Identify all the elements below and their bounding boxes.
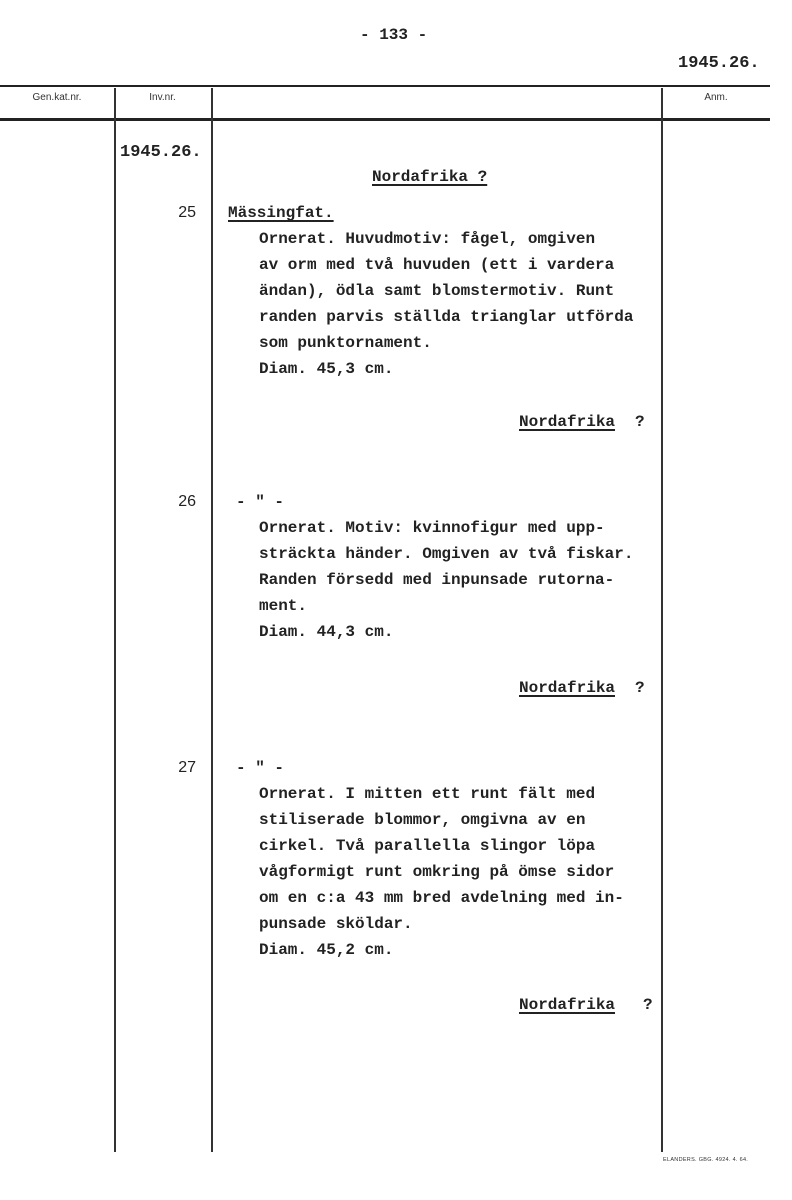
- entry-origin-mark: ?: [635, 413, 645, 431]
- page-number: - 133 -: [360, 26, 428, 44]
- entry-text-line: Ornerat. I mitten ett runt fält med: [259, 785, 596, 803]
- entry-text-line: Ornerat. Huvudmotiv: fågel, omgiven: [259, 230, 596, 248]
- entry-number: 25: [178, 204, 196, 221]
- entry-text-line: stiliserade blommor, omgivna av en: [259, 811, 586, 829]
- entry-text-line: om en c:a 43 mm bred avdelning med in-: [259, 889, 624, 907]
- header-bottom-rule: [0, 118, 770, 121]
- column-divider-3: [661, 88, 663, 1152]
- entry-title: - " -: [236, 493, 285, 511]
- top-right-reference: 1945.26.: [678, 54, 760, 73]
- entry-text-line: sträckta händer. Omgiven av två fiskar.: [259, 545, 634, 563]
- entry-text-line: punsade sköldar.: [259, 915, 413, 933]
- entry-origin-mark: ?: [643, 996, 653, 1014]
- series-reference: 1945.26.: [120, 143, 202, 162]
- column-divider-2: [211, 88, 213, 1152]
- entry-title: - " -: [236, 759, 285, 777]
- entry-number: 27: [178, 759, 196, 776]
- entry-text-line: ändan), ödla samt blomstermotiv. Runt: [259, 282, 615, 300]
- entry-diameter: Diam. 45,2 cm.: [259, 941, 394, 959]
- entry-text-line: ment.: [259, 597, 308, 615]
- entry-origin: Nordafrika: [519, 413, 616, 431]
- entry-text-line: av orm med två huvuden (ett i vardera: [259, 256, 615, 274]
- entry-text-line: Ornerat. Motiv: kvinnofigur med upp-: [259, 519, 605, 537]
- entry-text-line: vågformigt runt omkring på ömse sidor: [259, 863, 615, 881]
- column-divider-1: [114, 88, 116, 1152]
- entry-text-line: som punktornament.: [259, 334, 432, 352]
- printer-mark: ELANDERS. GBG. 4924. 4. 64.: [663, 1157, 749, 1163]
- entry-diameter: Diam. 45,3 cm.: [259, 360, 394, 378]
- column-header-anm: Anm.: [704, 92, 728, 103]
- column-header-gen-kat: Gen.kat.nr.: [32, 92, 82, 103]
- column-header-inv: Inv.nr.: [149, 92, 176, 103]
- entry-title: Mässingfat.: [228, 204, 334, 222]
- entry-origin-mark: ?: [635, 679, 645, 697]
- entry-text-line: randen parvis ställda trianglar utförda: [259, 308, 634, 326]
- entry-origin: Nordafrika: [519, 996, 616, 1014]
- entry-diameter: Diam. 44,3 cm.: [259, 623, 394, 641]
- entry-number: 26: [178, 493, 196, 510]
- entry-origin-heading: Nordafrika ?: [372, 168, 488, 186]
- header-top-rule: [0, 85, 770, 87]
- entry-origin: Nordafrika: [519, 679, 616, 697]
- entry-text-line: Randen försedd med inpunsade rutorna-: [259, 571, 615, 589]
- entry-text-line: cirkel. Två parallella slingor löpa: [259, 837, 596, 855]
